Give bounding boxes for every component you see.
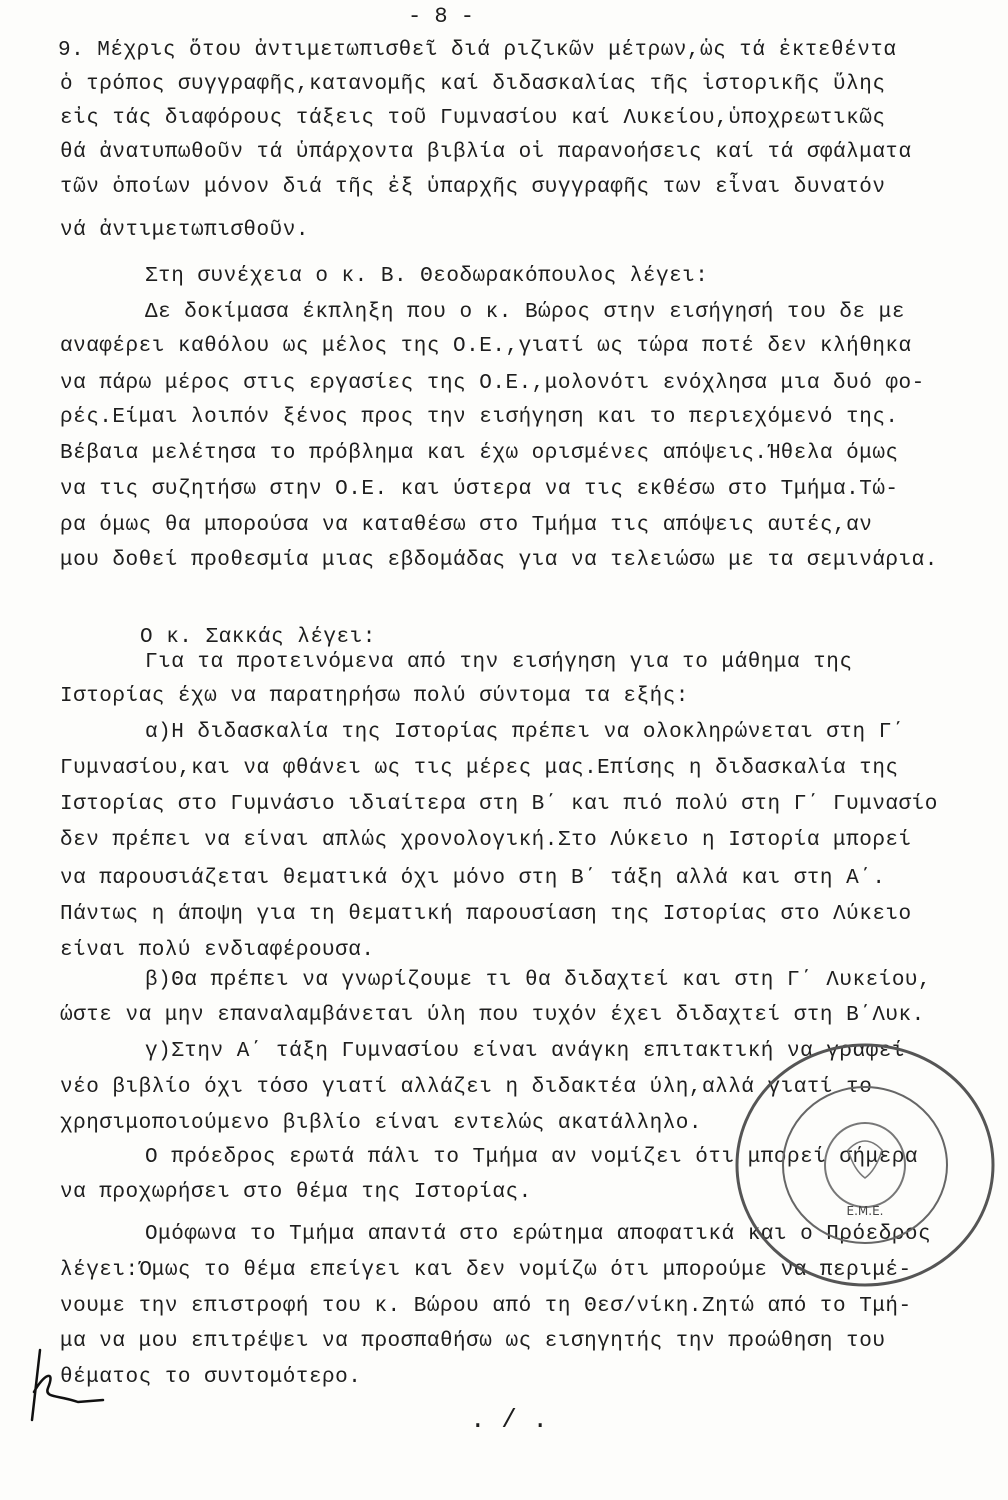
text-line: εἰς τάς διαφόρους τάξεις τοῦ Γυμνασίου καί Λυκείου,ὑποχρεωτικῶς xyxy=(60,107,886,130)
text-line: Για τα προτεινόμενα από την εισήγηση για το μάθημα της xyxy=(145,651,853,674)
text-line: Δε δοκίμασα έκπληξη που ο κ. Βώρος στην εισήγησή του δε με xyxy=(145,301,905,324)
text-line: λέγει:Όμως το θέμα επείγει και δεν νομίζω ότι μπορούμε να περιμέ- xyxy=(60,1259,912,1282)
text-line: 9. Μέχρις ὅτου ἀντιμετωπισθεῖ διά ριζικῶν μέτρων,ὡς τά ἐκτεθέντα xyxy=(58,39,897,62)
text-line: νουμε την επιστροφή του κ. Βώρου από τη Θεσ/νίκη.Ζητώ από το Τμή- xyxy=(60,1295,912,1318)
signature xyxy=(18,1340,108,1430)
continuation-mark: . / . xyxy=(470,1405,549,1435)
text-line: χρησιμοποιούμενο βιβλίο είναι εντελώς ακατάλληλο. xyxy=(60,1112,703,1135)
text-line: Στη συνέχεια ο κ. Β. Θεοδωρακόπουλος λέγει: xyxy=(145,265,709,288)
text-line: ρές.Είμαι λοιπόν ξένος προς την εισήγηση και το περιεχόμενό της. xyxy=(60,406,899,429)
text-line: νέο βιβλίο όχι τόσο γιατί αλλάζει η διδακτέα ύλη,αλλά γιατί το xyxy=(60,1076,873,1099)
text-line: να προχωρήσει στο θέμα της Ιστορίας. xyxy=(60,1181,532,1204)
text-line: Βέβαια μελέτησα το πρόβλημα και έχω ορισμένες απόψεις.Ήθελα όμως xyxy=(60,442,899,465)
stamp-label: Ε.Μ.Ε. xyxy=(846,1204,884,1218)
text-line: ώστε να μην επαναλαμβάνεται ύλη που τυχόν έχει διδαχτεί στη Β΄Λυκ. xyxy=(60,1004,925,1027)
page-number: - 8 - xyxy=(408,4,475,29)
text-line: β)Θα πρέπει να γνωρίζουμε τι θα διδαχτεί και στη Γ΄ Λυκείου, xyxy=(145,969,932,992)
text-line: δεν πρέπει να είναι απλώς χρονολογική.Στο Λύκειο η Ιστορία μπορεί xyxy=(60,829,912,852)
text-line: Γυμνασίου,και να φθάνει ως τις μέρες μας.Επίσης η διδασκαλία της xyxy=(60,757,899,780)
text-line: μα να μου επιτρέψει να προσπαθήσω ως εισηγητής την προώθηση του xyxy=(60,1330,886,1353)
text-line: Ο πρόεδρος ερωτά πάλι το Τμήμα αν νομίζει ότι μπορεί σήμερα xyxy=(145,1146,919,1169)
text-line: θέματος το συντομότερο. xyxy=(60,1366,362,1389)
text-line: ὁ τρόπος συγγραφῆς,κατανομῆς καί διδασκαλίας τῆς ἱστορικῆς ὕλης xyxy=(60,73,886,96)
text-line: Πάντως η άποψη για τη θεματική παρουσίαση της Ιστορίας στο Λύκειο xyxy=(60,903,912,926)
text-line: Ομόφωνα το Τμήμα απαντά στο ερώτημα αποφατικά και ο Πρόεδρος xyxy=(145,1223,932,1246)
text-line: ρα όμως θα μπορούσα να καταθέσω στο Τμήμα τις απόψεις αυτές,αν xyxy=(60,514,873,537)
text-line: είναι πολύ ενδιαφέρουσα. xyxy=(60,939,375,962)
text-line: Ο κ. Σακκάς λέγει: xyxy=(140,626,376,649)
text-line: μου δοθεί προθεσμία μιας εβδομάδας για να τελειώσω με τα σεμινάρια. xyxy=(60,549,938,572)
text-line: α)Η διδασκαλία της Ιστορίας πρέπει να ολοκληρώνεται στη Γ΄ xyxy=(145,721,905,744)
text-line: Ιστορίας στο Γυμνάσιο ιδιαίτερα στη Β΄ και πιό πολύ στη Γ΄ Γυμνασίο xyxy=(60,793,938,816)
text-line: θά ἀνατυπωθοῦν τά ὑπάρχοντα βιβλία οἱ παρανοήσεις καί τά σφάλματα xyxy=(60,141,912,164)
text-line: Ιστορίας έχω να παρατηρήσω πολύ σύντομα τα εξής: xyxy=(60,685,689,708)
text-line: να τις συζητήσω στην Ο.Ε. και ύστερα να τις εκθέσω στο Τμήμα.Τώ- xyxy=(60,478,899,501)
text-line: γ)Στην Α΄ τάξη Γυμνασίου είναι ανάγκη επιτακτική να γραφεί xyxy=(145,1040,905,1063)
text-line: τῶν ὁποίων μόνον διά τῆς ἐξ ὑπαρχῆς συγγραφῆς των εἶναι δυνατόν xyxy=(60,176,886,199)
text-line: να πάρω μέρος στις εργασίες της Ο.Ε.,μολονότι ενόχλησα μια δυό φο- xyxy=(60,372,925,395)
text-line: νά ἀντιμετωπισθοῦν. xyxy=(60,219,309,242)
text-line: να παρουσιάζεται θεματικά όχι μόνο στη Β΄ τάξη αλλά και στη Α΄. xyxy=(60,867,886,890)
official-stamp xyxy=(728,1035,1003,1295)
text-line: αναφέρει καθόλου ως μέλος της Ο.Ε.,γιατί ως τώρα ποτέ δεν κλήθηκα xyxy=(60,335,912,358)
